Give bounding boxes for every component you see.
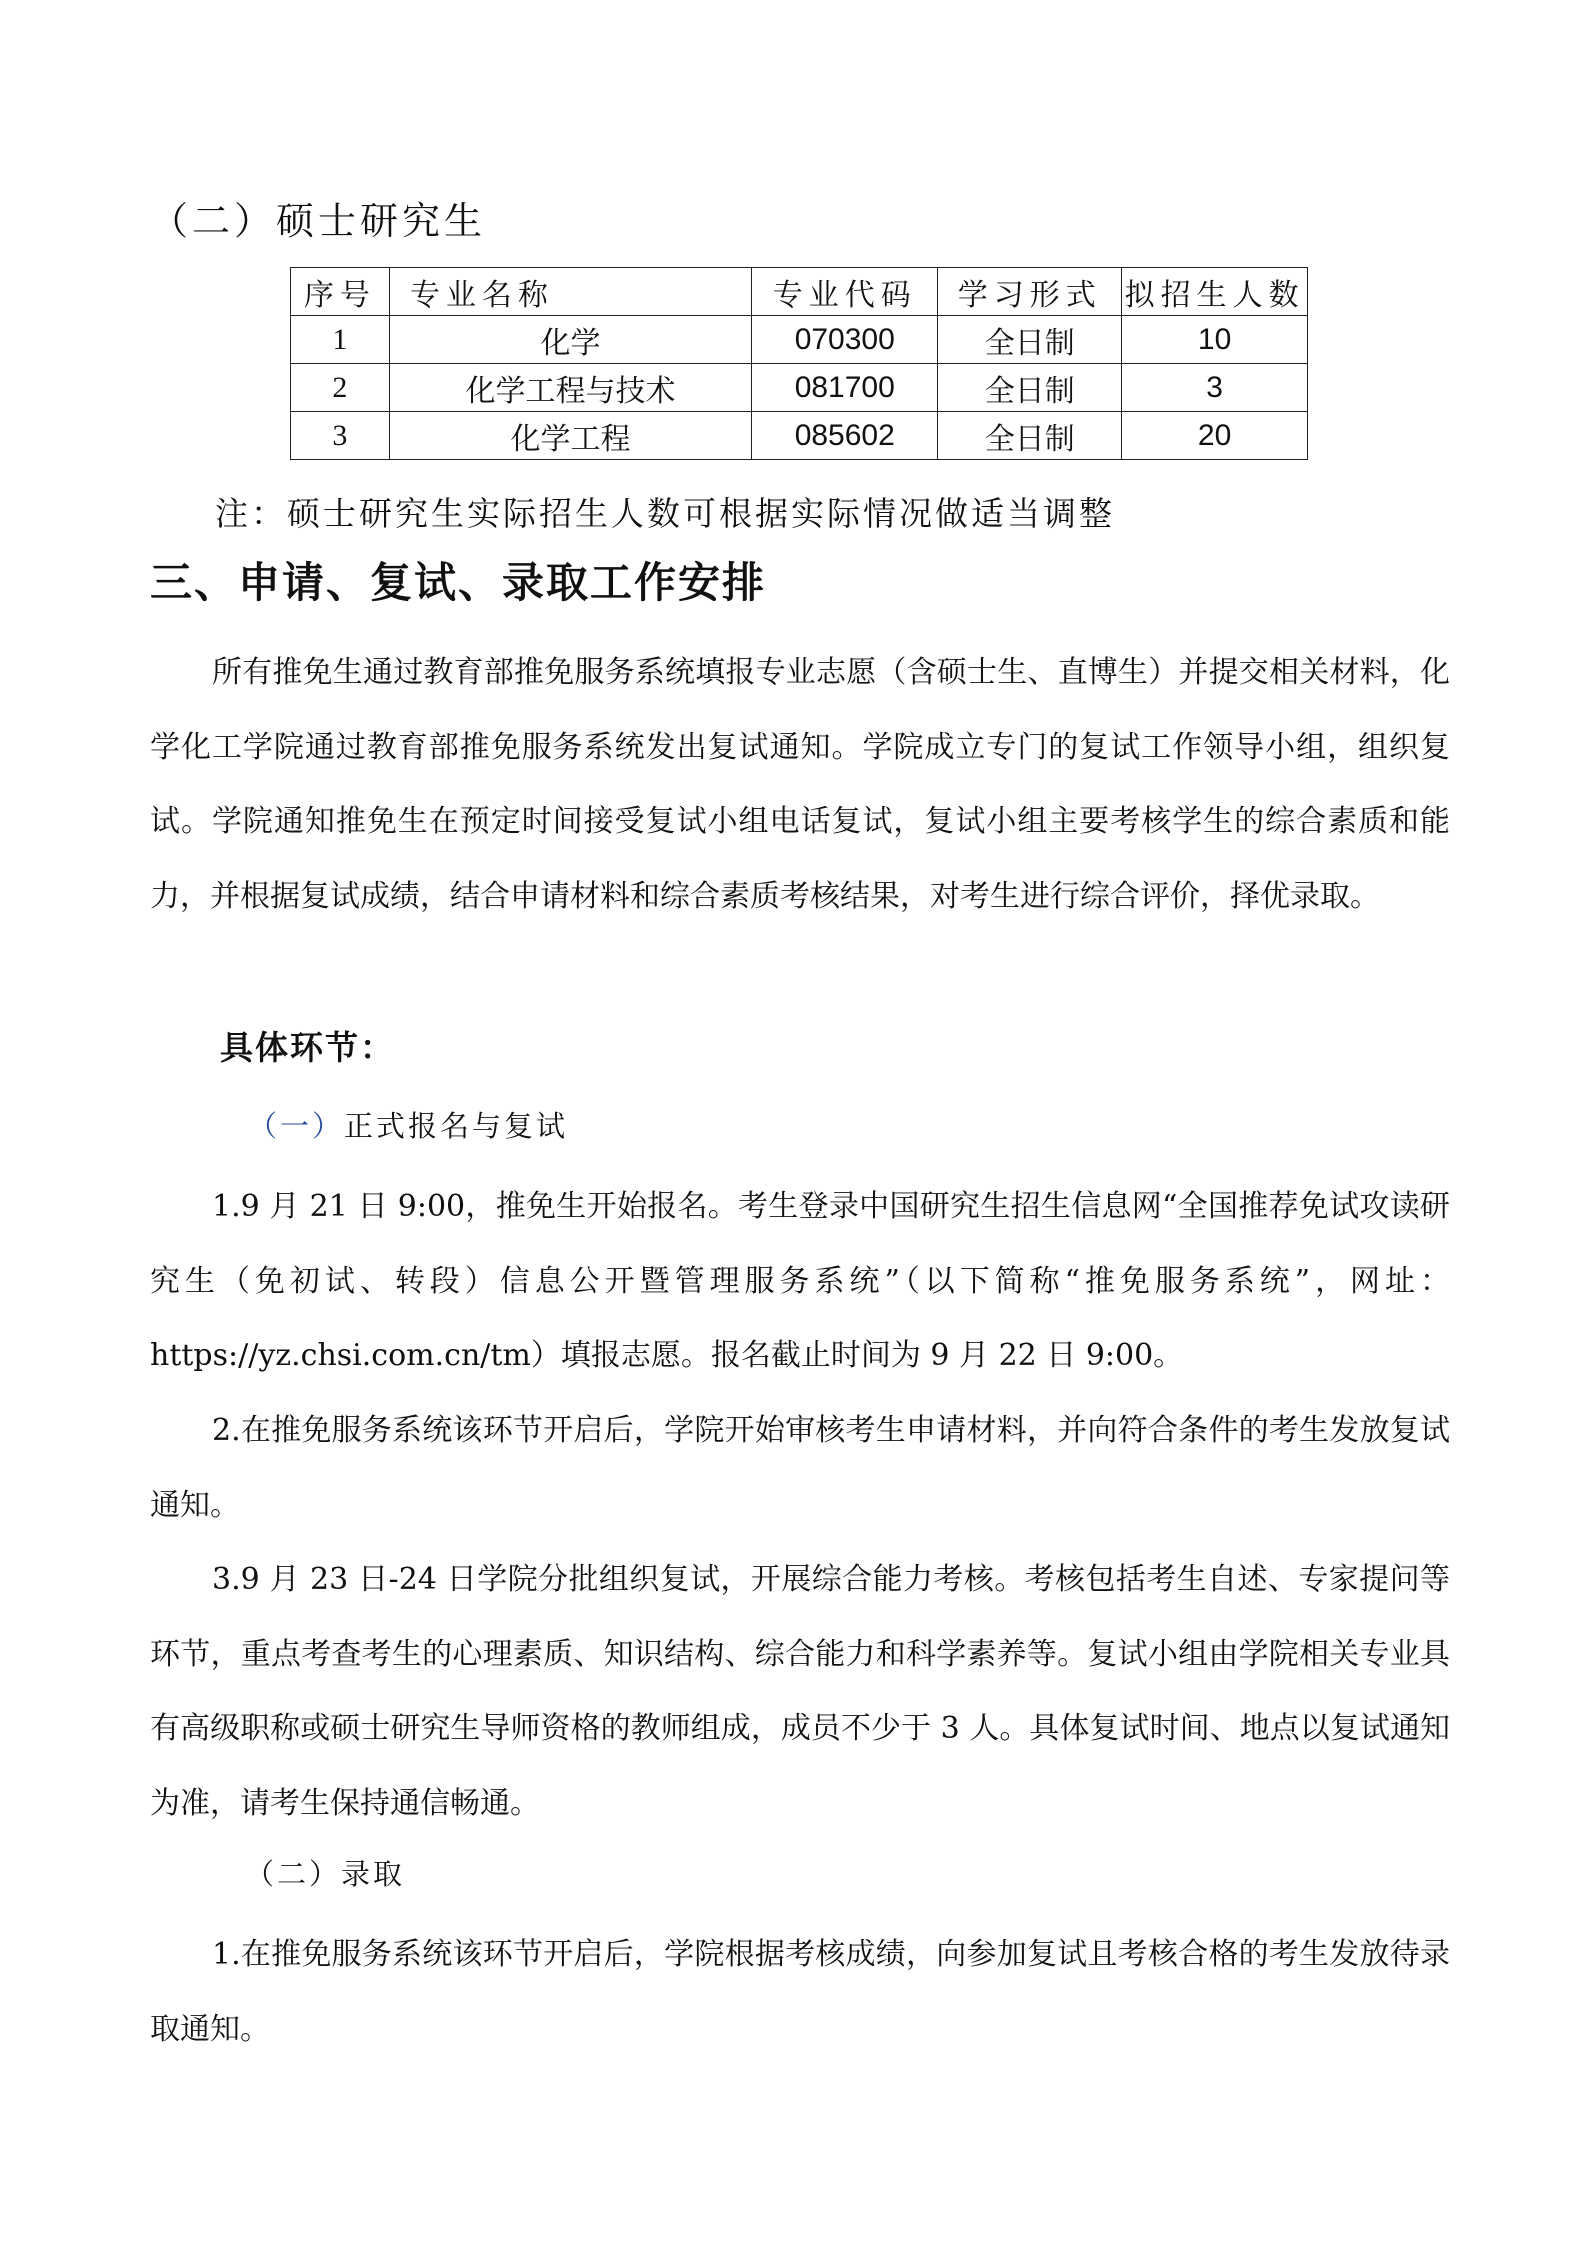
table-cell: 化学工程 (389, 412, 751, 460)
header-cell: 拟招生人数 (1122, 268, 1308, 316)
table-cell: 081700 (752, 364, 938, 412)
list-item: 1.9 月 21 日 9:00，推免生开始报名。考生登录中国研究生招生信息网“全国推荐免试攻读研究生（免初试、转段）信息公开暨管理服务系统”（以下简称“推免服务系统”，网址：https://yz.chsi.com.cn/tm）填报志愿。报名截止时间为 9 月 22 日 9:00。 (150, 1189, 1450, 1374)
table-cell: 1 (291, 316, 390, 364)
table-row (291, 316, 1308, 364)
subsection-heading-registration (248, 1104, 568, 1145)
table-cell: 全日制 (938, 412, 1122, 460)
table-cell: 全日制 (938, 364, 1122, 412)
table-cell: 3 (291, 412, 390, 460)
subsection-heading-admission: （二）录取 (245, 1857, 406, 1891)
header-cell: 专业代码 (752, 268, 938, 316)
header-cell: 学习形式 (938, 268, 1122, 316)
table-cell: 20 (1122, 412, 1308, 460)
table-cell: 070300 (752, 316, 938, 364)
table-cell: 2 (291, 364, 390, 412)
table-header-row (291, 268, 1308, 316)
enrollment-note: 注：硕士研究生实际招生人数可根据实际情况做适当调整 (215, 494, 1115, 533)
subsection-title: 正式报名与复试 (344, 1109, 569, 1143)
section-heading-application: 三、申请、复试、录取工作安排 (150, 558, 767, 607)
subsection-number: （一） (248, 1109, 345, 1143)
masters-enrollment-table (290, 267, 1308, 460)
table-row (291, 412, 1308, 460)
list-item: 3.9 月 23 日-24 日学院分批组织复试，开展综合能力考核。考核包括考生自述、专家提问等环节，重点考查考生的心理素质、知识结构、综合能力和科学素养等。复试小组由学院相关专业具有高级职称或硕士研究生导师资格的教师组成，成员不少于 3 人。具体复试时间、地点以复试通知为准，请考生保持通信畅通。 (150, 1562, 1450, 1821)
intro-paragraph: 所有推免生通过教育部推免服务系统填报专业志愿（含硕士生、直博生）并提交相关材料，化学化工学院通过教育部推免服务系统发出复试通知。学院成立专门的复试工作领导小组，组织复试。学院通知推免生在预定时间接受复试小组电话复试，复试小组主要考核学生的综合素质和能力，并根据复试成绩，结合申请材料和综合素质考核结果，对考生进行综合评价，择优录取。 (150, 655, 1450, 914)
table-cell: 化学 (389, 316, 751, 364)
table-cell: 10 (1122, 316, 1308, 364)
section-heading-masters: （二）硕士研究生 (150, 199, 487, 243)
header-cell: 序号 (291, 268, 390, 316)
table-row (291, 364, 1308, 412)
list-item: 2.在推免服务系统该环节开启后，学院开始审核考生申请材料，并向符合条件的考生发放复试通知。 (150, 1413, 1450, 1523)
table-cell: 全日制 (938, 316, 1122, 364)
table-cell: 3 (1122, 364, 1308, 412)
table-cell: 化学工程与技术 (389, 364, 751, 412)
details-heading: 具体环节： (220, 1028, 395, 1067)
header-cell: 专业名称 (389, 268, 751, 316)
list-item: 1.在推免服务系统该环节开启后，学院根据考核成绩，向参加复试且考核合格的考生发放待录取通知。 (150, 1937, 1450, 2047)
table-cell: 085602 (752, 412, 938, 460)
